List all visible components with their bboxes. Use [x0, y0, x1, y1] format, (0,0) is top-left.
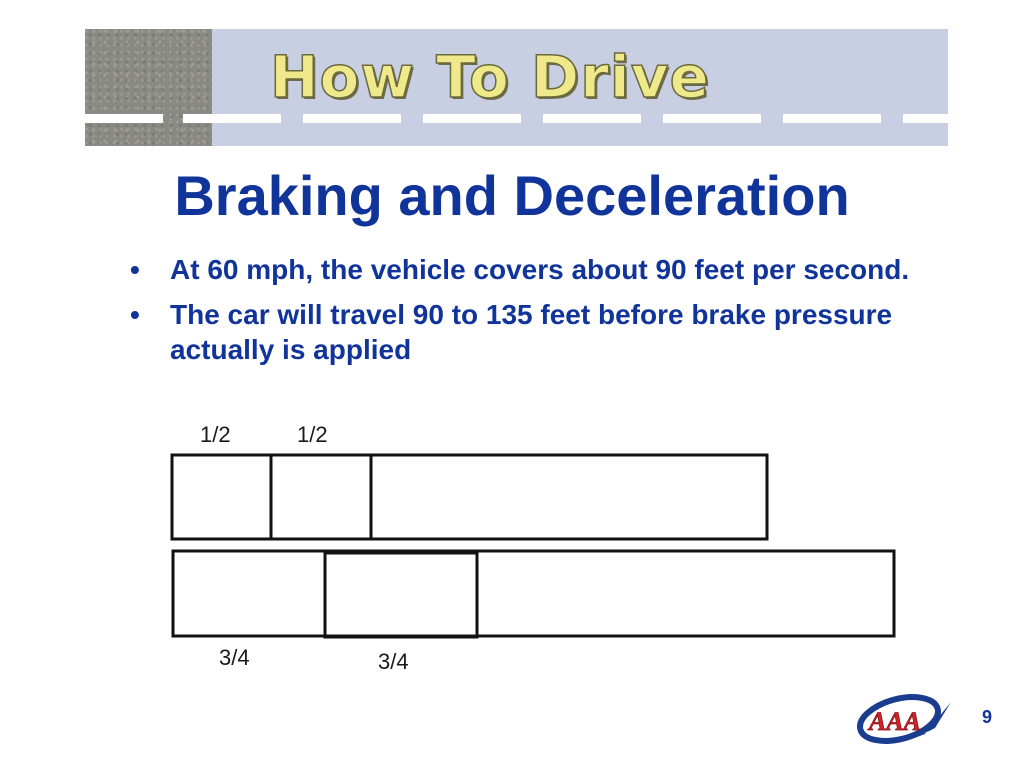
lane-dash — [663, 114, 761, 123]
top-label: 1/2 — [297, 422, 328, 447]
bullet-dot-icon: • — [130, 299, 140, 330]
road-asphalt-texture — [85, 29, 212, 146]
lane-dash — [183, 114, 281, 123]
top-row-outline — [172, 455, 767, 539]
slide-heading: Braking and Deceleration — [174, 164, 850, 227]
bullet-item — [130, 297, 920, 367]
bullet-list — [130, 252, 920, 377]
top-label: 1/2 — [200, 422, 231, 447]
bullet-dot-icon: • — [130, 254, 140, 285]
bottom-row-outline — [173, 551, 894, 636]
lane-dash — [303, 114, 401, 123]
bullet-text: The car will travel 90 to 135 feet before brake pressure actually is applied — [170, 299, 893, 365]
stopping-distance-svg — [160, 415, 920, 680]
bottom-row-middle-box — [325, 553, 477, 637]
bullet-text: At 60 mph, the vehicle covers about 90 feet per second. — [170, 254, 910, 285]
bullet-item — [130, 252, 920, 287]
aaa-logo-icon — [855, 688, 955, 750]
aaa-logo — [855, 688, 955, 750]
stopping-distance-diagram — [160, 415, 920, 680]
lane-dash — [85, 114, 163, 123]
lane-dash — [903, 114, 948, 123]
bottom-label: 3/4 — [219, 645, 250, 670]
banner-title: How To Drive — [270, 43, 710, 111]
bottom-label: 3/4 — [378, 649, 409, 674]
logo-text: AAA — [869, 707, 922, 736]
lane-dash — [423, 114, 521, 123]
page-number: 9 — [982, 707, 993, 727]
how-to-drive-banner — [85, 29, 948, 146]
lane-dash — [543, 114, 641, 123]
lane-dash — [783, 114, 881, 123]
road-lane-dashes — [85, 114, 948, 124]
